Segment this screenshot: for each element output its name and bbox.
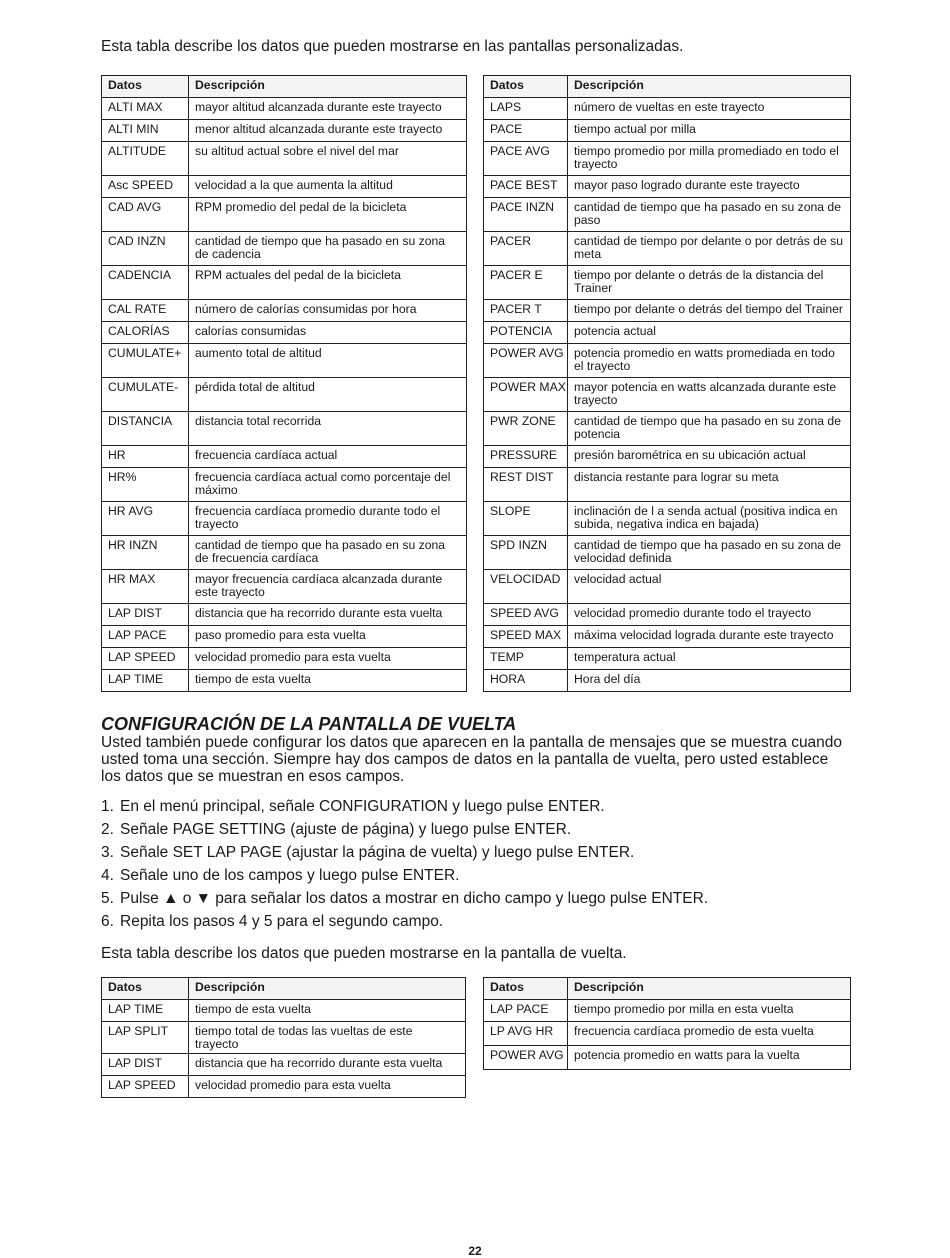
lap-data-table-right [483,977,851,1070]
column-header-descripcion: Descripción [189,76,467,98]
data-field-description: velocidad a la que aumenta la altitud [189,176,467,198]
step-text: Pulse ▲ o ▼ para señalar los datos a mostrar en dicho campo y luego pulse ENTER. [120,890,709,907]
data-field-name: LAP DIST [102,1054,189,1076]
data-field-name: VELOCIDAD [484,570,568,604]
step-number: 2. [101,821,114,838]
data-field-description: velocidad promedio para esta vuelta [189,648,467,670]
table-row [484,176,851,198]
step-item [101,866,708,889]
table-row [102,1000,466,1022]
data-field-description: frecuencia cardíaca actual como porcentaje del máximo [189,468,467,502]
step-item [101,889,708,912]
data-field-description: velocidad actual [568,570,851,604]
data-field-name: ALTI MIN [102,120,189,142]
data-field-name: PACER E [484,266,568,300]
data-field-description: tiempo por delante o detrás del tiempo del Trainer [568,300,851,322]
data-field-name: SPEED AVG [484,604,568,626]
table-row [484,412,851,446]
table-row [102,266,467,300]
table-row [102,378,467,412]
data-field-name: Asc SPEED [102,176,189,198]
table-row [102,468,467,502]
data-field-description: potencia actual [568,322,851,344]
table-row [102,176,467,198]
data-field-description: cantidad de tiempo que ha pasado en su zona de potencia [568,412,851,446]
column-header-descripcion: Descripción [568,76,851,98]
step-number: 6. [101,913,114,930]
table-row [484,670,851,692]
data-field-description: tiempo de esta vuelta [189,670,467,692]
data-field-description: cantidad de tiempo que ha pasado en su zona de velocidad definida [568,536,851,570]
data-field-name: LAP SPLIT [102,1022,189,1054]
data-field-name: CUMULATE- [102,378,189,412]
data-field-description: distancia total recorrida [189,412,467,446]
table-row [102,412,467,446]
table-row [484,446,851,468]
table-row [484,344,851,378]
data-field-description: frecuencia cardíaca promedio de esta vuelta [568,1022,851,1046]
table-row [102,198,467,232]
table-row [102,648,467,670]
step-text: Señale SET LAP PAGE (ajustar la página de vuelta) y luego pulse ENTER. [120,844,635,861]
table-row [102,536,467,570]
data-field-name: PACE BEST [484,176,568,198]
column-header-datos: Datos [484,76,568,98]
table-row [102,502,467,536]
data-field-name: CUMULATE+ [102,344,189,378]
table-row [484,142,851,176]
step-text: Señale PAGE SETTING (ajuste de página) y luego pulse ENTER. [120,821,572,838]
data-field-description: distancia que ha recorrido durante esta vuelta [189,604,467,626]
lap-data-table-left [101,977,466,1098]
table-row [484,120,851,142]
data-field-description: cantidad de tiempo por delante o por detrás de su meta [568,232,851,266]
data-field-description: inclinación de l a senda actual (positiva indica en subida, negativa indica en bajada) [568,502,851,536]
table-header-row [484,76,851,98]
data-field-name: SPEED MAX [484,626,568,648]
table-row [102,142,467,176]
data-field-description: velocidad promedio durante todo el trayecto [568,604,851,626]
column-header-descripcion: Descripción [568,978,851,1000]
column-header-datos: Datos [102,978,189,1000]
data-field-description: pérdida total de altitud [189,378,467,412]
data-field-description: número de vueltas en este trayecto [568,98,851,120]
data-field-name: LAP PACE [102,626,189,648]
data-field-name: PACER T [484,300,568,322]
data-field-name: SLOPE [484,502,568,536]
table-row [484,322,851,344]
data-field-description: Hora del día [568,670,851,692]
section-title: CONFIGURACIÓN DE LA PANTALLA DE VUELTA [101,714,517,734]
data-field-description: mayor potencia en watts alcanzada durante este trayecto [568,378,851,412]
table-row [102,300,467,322]
step-text: Señale uno de los campos y luego pulse ENTER. [120,867,460,884]
table-row [102,446,467,468]
data-field-name: POWER MAX [484,378,568,412]
custom-screens-intro: Esta tabla describe los datos que pueden mostrarse en las pantallas personalizadas. [101,38,684,55]
data-field-description: tiempo promedio por milla en esta vuelta [568,1000,851,1022]
table-row [484,1046,851,1070]
step-number: 5. [101,890,114,907]
data-field-description: tiempo de esta vuelta [189,1000,466,1022]
data-field-name: ALTITUDE [102,142,189,176]
table-header-row [484,978,851,1000]
table-row [102,604,467,626]
data-field-description: tiempo actual por milla [568,120,851,142]
data-field-name: CAD INZN [102,232,189,266]
data-field-description: cantidad de tiempo que ha pasado en su zona de cadencia [189,232,467,266]
data-field-name: LAP DIST [102,604,189,626]
data-field-name: PRESSURE [484,446,568,468]
data-field-description: máxima velocidad lograda durante este trayecto [568,626,851,648]
data-field-name: POWER AVG [484,344,568,378]
table-row [102,120,467,142]
table-row [102,232,467,266]
table-row [102,344,467,378]
data-field-name: HR [102,446,189,468]
data-field-name: LAP SPEED [102,648,189,670]
data-field-description: distancia restante para lograr su meta [568,468,851,502]
step-number: 4. [101,867,114,884]
data-field-description: menor altitud alcanzada durante este trayecto [189,120,467,142]
data-field-name: CADENCIA [102,266,189,300]
data-field-name: REST DIST [484,468,568,502]
data-field-description: su altitud actual sobre el nivel del mar [189,142,467,176]
data-field-name: PACE INZN [484,198,568,232]
table-row [484,1022,851,1046]
data-field-name: LAP SPEED [102,1076,189,1098]
data-field-description: cantidad de tiempo que ha pasado en su zona de frecuencia cardíaca [189,536,467,570]
data-field-name: LAP TIME [102,670,189,692]
page-number: 22 [468,1244,482,1258]
data-field-name: CALORÍAS [102,322,189,344]
data-field-name: HR% [102,468,189,502]
data-field-description: temperatura actual [568,648,851,670]
data-field-name: CAL RATE [102,300,189,322]
data-field-name: TEMP [484,648,568,670]
data-field-description: potencia promedio en watts promediada en todo el trayecto [568,344,851,378]
table-row [102,1022,466,1054]
table-row [484,98,851,120]
column-header-datos: Datos [102,76,189,98]
data-field-name: PACE AVG [484,142,568,176]
data-field-description: tiempo promedio por milla promediado en todo el trayecto [568,142,851,176]
data-field-name: LP AVG HR [484,1022,568,1046]
table-header-row [102,978,466,1000]
table-row [484,502,851,536]
data-field-description: número de calorías consumidas por hora [189,300,467,322]
table-row [102,1076,466,1098]
data-field-description: RPM promedio del pedal de la bicicleta [189,198,467,232]
data-field-description: RPM actuales del pedal de la bicicleta [189,266,467,300]
table-row [102,322,467,344]
custom-data-table-right [483,75,851,692]
table-row [484,604,851,626]
data-field-description: presión barométrica en su ubicación actual [568,446,851,468]
data-field-name: POTENCIA [484,322,568,344]
data-field-description: mayor altitud alcanzada durante este trayecto [189,98,467,120]
data-field-name: PWR ZONE [484,412,568,446]
table-row [102,670,467,692]
data-field-name: PACE [484,120,568,142]
table-row [484,648,851,670]
step-number: 1. [101,798,114,815]
data-field-description: frecuencia cardíaca promedio durante todo el trayecto [189,502,467,536]
data-field-description: potencia promedio en watts para la vuelta [568,1046,851,1070]
step-item [101,797,708,820]
table-row [484,232,851,266]
data-field-description: distancia que ha recorrido durante esta vuelta [189,1054,466,1076]
data-field-name: DISTANCIA [102,412,189,446]
data-field-name: HR MAX [102,570,189,604]
steps-list [101,797,708,935]
data-field-name: HORA [484,670,568,692]
data-field-name: HR INZN [102,536,189,570]
data-field-name: CAD AVG [102,198,189,232]
table-row [484,378,851,412]
step-item [101,820,708,843]
column-header-descripcion: Descripción [189,978,466,1000]
table-row [484,536,851,570]
data-field-name: LAPS [484,98,568,120]
table-row [102,1054,466,1076]
custom-data-table-left [101,75,467,692]
data-field-name: LAP PACE [484,1000,568,1022]
table-row [102,570,467,604]
data-field-description: cantidad de tiempo que ha pasado en su zona de paso [568,198,851,232]
table-row [484,198,851,232]
data-field-name: LAP TIME [102,1000,189,1022]
lap-screen-intro: Esta tabla describe los datos que pueden mostrarse en la pantalla de vuelta. [101,945,627,962]
data-field-description: mayor paso logrado durante este trayecto [568,176,851,198]
data-field-description: frecuencia cardíaca actual [189,446,467,468]
data-field-description: mayor frecuencia cardíaca alcanzada durante este trayecto [189,570,467,604]
data-field-name: SPD INZN [484,536,568,570]
data-field-description: calorías consumidas [189,322,467,344]
data-field-description: tiempo por delante o detrás de la distancia del Trainer [568,266,851,300]
step-item [101,843,708,866]
data-field-description: aumento total de altitud [189,344,467,378]
table-row [484,570,851,604]
step-text: Repita los pasos 4 y 5 para el segundo campo. [120,913,444,930]
data-field-name: ALTI MAX [102,98,189,120]
step-text: En el menú principal, señale CONFIGURATION y luego pulse ENTER. [120,798,605,815]
data-field-description: paso promedio para esta vuelta [189,626,467,648]
step-item [101,912,708,935]
table-row [484,300,851,322]
table-row [484,468,851,502]
section-paragraph: Usted también puede configurar los datos que aparecen en la pantalla de mensajes que se muestra cuando usted toma una sección. Siempre hay dos campos de datos en la pantalla de vuelta, pero usted establece los datos que se muestran en esos campos. [101,734,843,785]
table-row [484,626,851,648]
table-row [484,1000,851,1022]
column-header-datos: Datos [484,978,568,1000]
data-field-name: HR AVG [102,502,189,536]
step-number: 3. [101,844,114,861]
table-row [102,98,467,120]
table-header-row [102,76,467,98]
data-field-name: PACER [484,232,568,266]
table-row [484,266,851,300]
data-field-description: velocidad promedio para esta vuelta [189,1076,466,1098]
table-row [102,626,467,648]
data-field-name: POWER AVG [484,1046,568,1070]
data-field-description: tiempo total de todas las vueltas de este trayecto [189,1022,466,1054]
